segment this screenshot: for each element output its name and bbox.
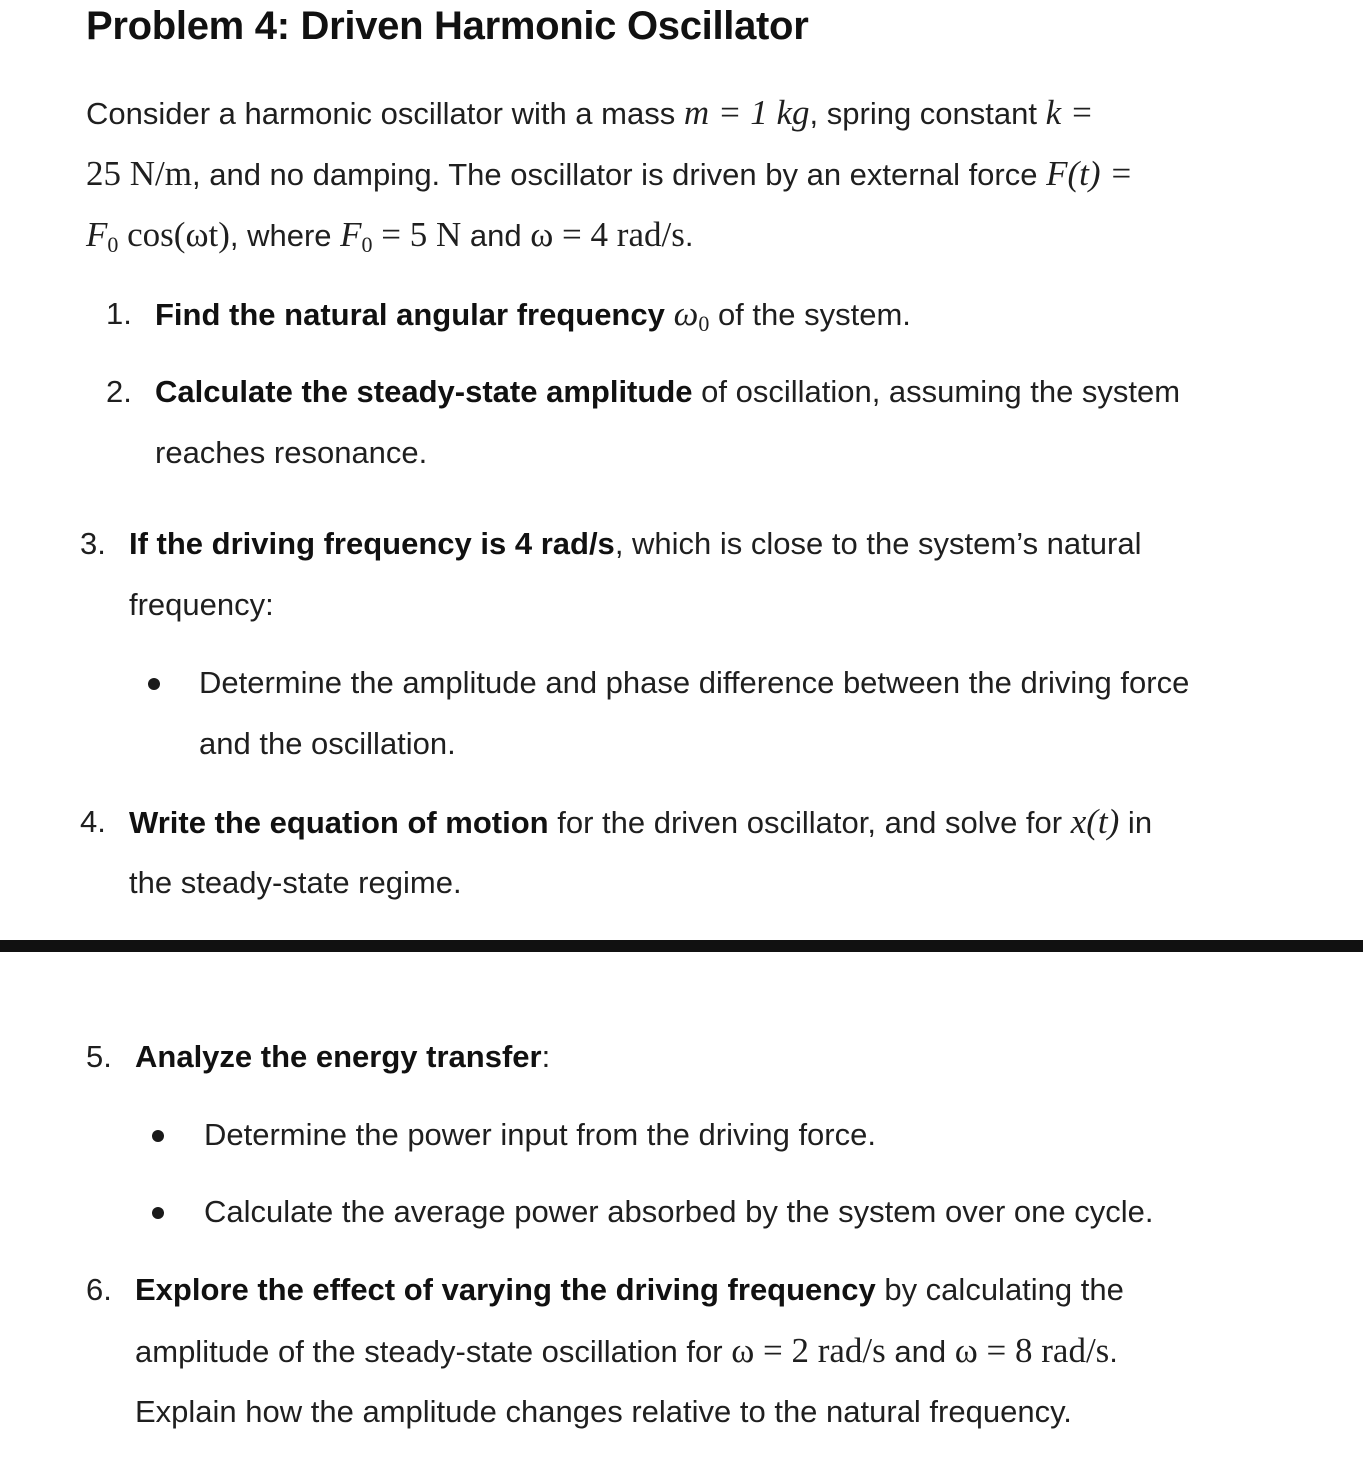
item-5-number: 5.: [86, 1039, 112, 1074]
math-force: F(t) =: [1046, 154, 1133, 193]
bullet-dot: [152, 1207, 164, 1219]
item-6-line-2: amplitude of the steady-state oscillation for ω = 2 rad/s and ω = 8 rad/s.: [135, 1331, 1118, 1370]
math-x-of-t: x(t): [1070, 802, 1120, 841]
item-3-cont: frequency:: [129, 587, 274, 622]
item-4-number: 4.: [80, 804, 106, 839]
item-6-number: 6.: [86, 1272, 112, 1307]
math-k: k =: [1045, 93, 1094, 132]
item-4: Write the equation of motion for the driven oscillator, and solve for x(t) in: [129, 802, 1153, 841]
bullet-dot: [148, 678, 160, 690]
item-6-line-3: Explain how the amplitude changes relative to the natural frequency.: [135, 1394, 1072, 1429]
item-5: Analyze the energy transfer:: [135, 1039, 551, 1074]
item-2-number: 2.: [106, 374, 132, 409]
item-2: Calculate the steady-state amplitude of oscillation, assuming the system: [155, 374, 1181, 409]
bullet-dot: [152, 1130, 164, 1142]
item-5-bullet-2: Calculate the average power absorbed by the system over one cycle.: [204, 1194, 1154, 1229]
screenshot-divider: [0, 940, 1363, 952]
item-3-bullet-1: Determine the amplitude and phase difference between the driving force: [199, 665, 1190, 700]
item-5-bullet-1: Determine the power input from the driving force.: [204, 1117, 876, 1152]
item-3-bullet-1-cont: and the oscillation.: [199, 726, 456, 761]
item-2-cont: reaches resonance.: [155, 435, 428, 470]
item-3: If the driving frequency is 4 rad/s, which is close to the system’s natural: [129, 526, 1142, 561]
intro-line-2: 25 N/m, and no damping. The oscillator is driven by an external force F(t) =: [86, 154, 1133, 193]
item-1-number: 1.: [106, 296, 132, 331]
item-6: Explore the effect of varying the driving frequency by calculating the: [135, 1272, 1124, 1307]
intro-line-1: Consider a harmonic oscillator with a mass m = 1 kg, spring constant k =: [86, 93, 1094, 132]
math-spring-constant: 25 N/m: [86, 154, 192, 193]
item-4-cont: the steady-state regime.: [129, 865, 462, 900]
bottom-screenshot-panel: [0, 952, 1363, 1464]
intro-line-3: $F_0$ cos(ωt), where $F_0 = 5$ N and ω = 4 rad/s.: [86, 215, 694, 257]
item-3-number: 3.: [80, 526, 106, 561]
problem-title: Problem 4: Driven Harmonic Oscillator: [86, 4, 809, 48]
math-mass: m = 1 kg: [683, 93, 810, 132]
item-1: Find the natural angular frequency $\omega_0$ of the system.: [155, 294, 911, 336]
